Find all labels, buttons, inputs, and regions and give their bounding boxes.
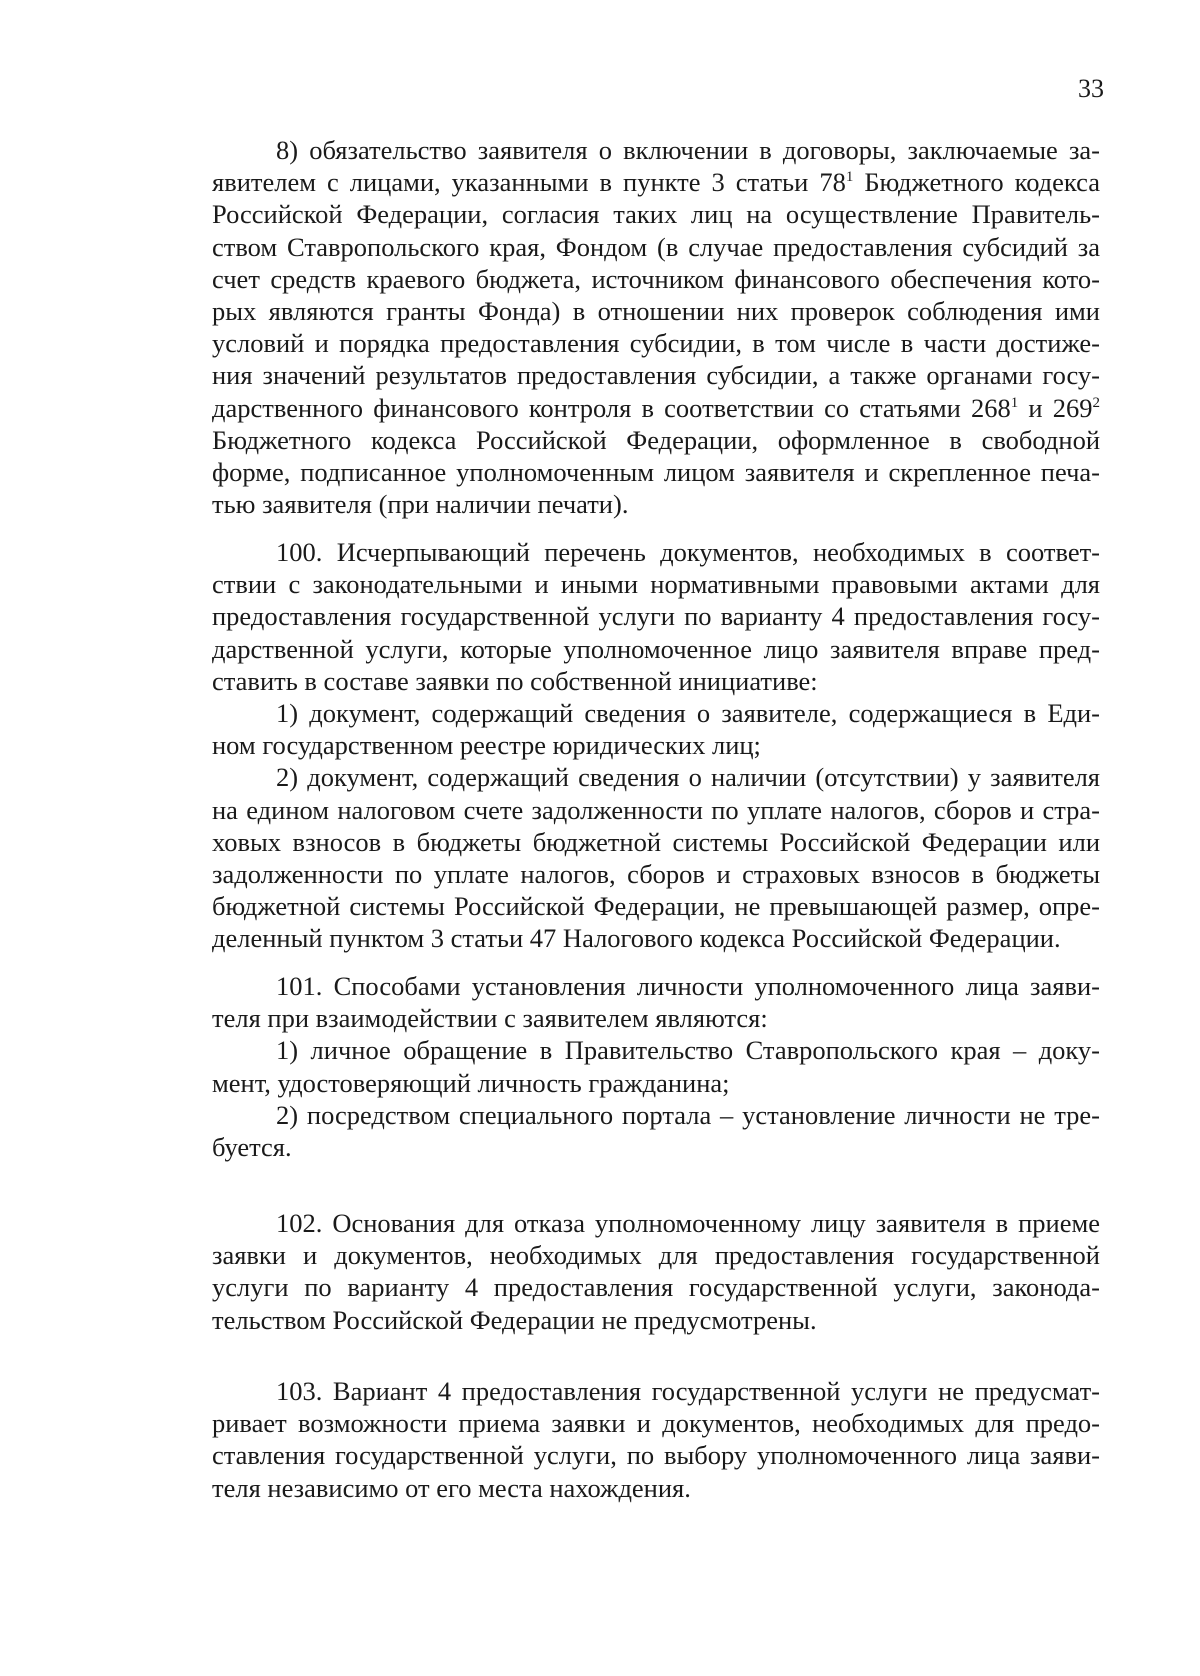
text-line: заявки и документов, необходимых для предоставления государственной — [212, 1240, 1100, 1271]
text-line: 1) личное обращение в Правительство Ставропольского края – доку- — [276, 1035, 1100, 1066]
text-line: условий и порядка предоставления субсидии, в том числе в части достиже- — [212, 328, 1100, 359]
text-line: ном государственном реестре юридических лиц; — [212, 730, 761, 761]
text-line: 102. Основания для отказа уполномоченному лицу заявителя в приеме — [276, 1208, 1100, 1238]
text-line: 2) посредством специального портала – установление личности не тре- — [276, 1099, 1100, 1130]
text-line: 101. Способами установления личности уполномоченного лица заяви- — [276, 971, 1100, 1001]
text-line: ством Ставропольского края, Фондом (в случае предоставления субсидий за — [212, 231, 1100, 262]
paragraph-101 — [212, 970, 1100, 1163]
text-line: 100. Исчерпывающий перечень документов, необходимых в соответ- — [276, 537, 1100, 567]
text-line: ховых взносов в бюджеты бюджетной системы Российской Федерации или — [212, 826, 1100, 857]
text-line: Бюджетного кодекса Российской Федерации, оформленное в свободной — [212, 424, 1100, 455]
text-line: ствии с законодательными и иными нормативными правовыми актами для — [212, 569, 1100, 600]
paragraph-102 — [212, 1207, 1100, 1336]
text-line: ставить в составе заявки по собственной инициативе: — [212, 665, 818, 696]
text-line: тью заявителя (при наличии печати). — [212, 489, 629, 520]
text-line: услуги по варианту 4 предоставления государственной услуги, законода- — [212, 1272, 1100, 1303]
text-line: теля при взаимодействии с заявителем являются: — [212, 1003, 768, 1034]
text-line: тельством Российской Федерации не предусмотрены. — [212, 1304, 817, 1335]
item-8-paragraph — [212, 134, 1100, 520]
paragraph-103 — [212, 1375, 1100, 1504]
text-line: 8) обязательство заявителя о включении в договоры, заключаемые за- — [276, 135, 1100, 165]
text-line: бюджетной системы Российской Федерации, не превышающей размер, опре- — [212, 891, 1100, 922]
text-line: 1) документ, содержащий сведения о заявителе, содержащиеся в Еди- — [276, 697, 1100, 728]
text-line: предоставления государственной услуги по варианту 4 предоставления госу- — [212, 601, 1100, 632]
text-line: явителем с лицами, указанными в пункте 3 статьи $78^1$ Бюджетного кодекса — [212, 167, 1100, 198]
text-line: рых являются гранты Фонда) в отношении них проверок соблюдения ими — [212, 295, 1100, 326]
text-line: мент, удостоверяющий личность гражданина; — [212, 1067, 730, 1098]
text-line: задолженности по уплате налогов, сборов и страховых взносов в бюджеты — [212, 858, 1100, 889]
text-line: деленный пунктом 3 статьи 47 Налогового кодекса Российской Федерации. — [212, 923, 1061, 954]
text-line: форме, подписанное уполномоченным лицом заявителя и скрепленное печа- — [212, 456, 1100, 487]
text-line: 2) документ, содержащий сведения о наличии (отсутствии) у заявителя — [276, 762, 1100, 793]
text-line: дарственного финансового контроля в соответствии со статьями $268^1$ и $269^2$ — [212, 392, 1101, 423]
text-line: теля независимо от его места нахождения. — [212, 1472, 691, 1503]
page-number: 33 — [1078, 74, 1104, 103]
paragraph-100 — [212, 536, 1100, 954]
text-line: на едином налоговом счете задолженности по уплате налогов, сборов и стра- — [212, 794, 1100, 825]
text-line: буется. — [212, 1131, 292, 1162]
text-line: счет средств краевого бюджета, источником финансового обеспечения кото- — [212, 263, 1100, 294]
text-line: ривает возможности приема заявки и документов, необходимых для предо- — [212, 1408, 1100, 1439]
text-line: ния значений результатов предоставления субсидии, а также органами госу- — [212, 360, 1100, 391]
text-line: дарственной услуги, которые уполномоченное лицо заявителя вправе пред- — [212, 633, 1100, 664]
text-line: Российской Федерации, согласия таких лиц на осуществление Правитель- — [212, 199, 1100, 230]
text-line: 103. Вариант 4 предоставления государственной услуги не предусмат- — [276, 1376, 1100, 1406]
text-line: ставления государственной услуги, по выбору уполномоченного лица заяви- — [212, 1440, 1100, 1471]
